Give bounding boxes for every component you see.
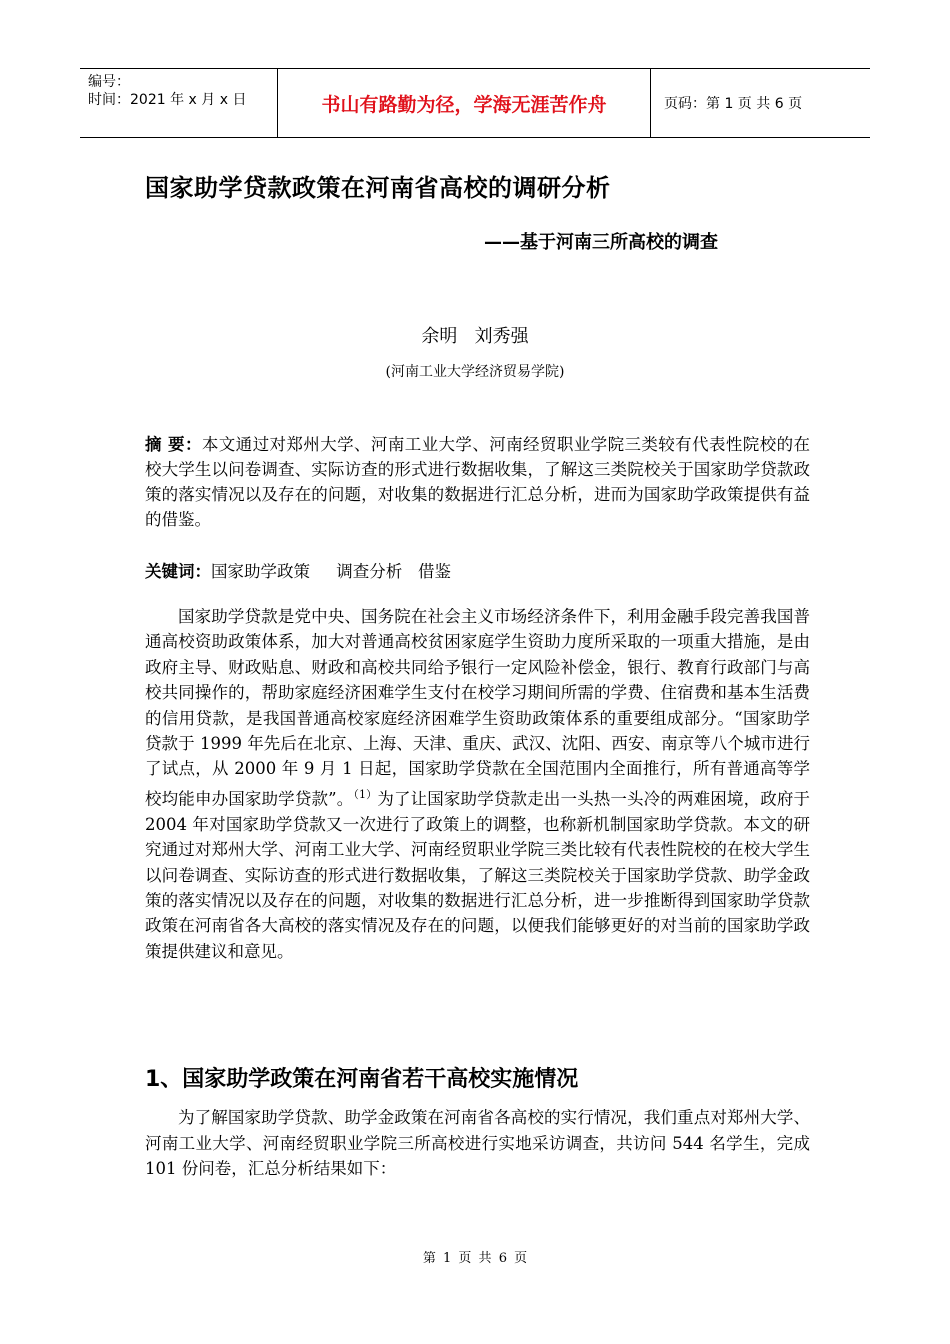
header-meta <box>80 69 278 137</box>
header-page-info: 页码：第 1 页 共 6 页 <box>664 96 803 112</box>
abstract-text: 本文通过对郑州大学、河南工业大学、河南经贸职业学院三类较有代表性院校的在校大学生以问卷调查、实际访查的形式进行数据收集，了解这三类院校关于国家助学贷款政策的落实情况以及存在的问题，对收集的数据进行汇总分析，进而为国家助学政策提供有益的借鉴。 <box>145 435 811 529</box>
intro-text-part1: 国家助学贷款是党中央、国务院在社会主义市场经济条件下，利用金融手段完善我国普通高校资助政策体系，加大对普通高校贫困家庭学生资助力度所采取的一项重大措施，是由政府主导、财政贴息、财政和高校共同给予银行一定风险补偿金，银行、教育行政部门与高校共同操作的，帮助家庭经济困难学生支付在校学习期间所需的学费、住宿费和基本生活费的信用贷款，是我国普通高校家庭经济困难学生资助政策体系的重要组成部分。“国家助学贷款于 1999 年先后在北京、上海、天津、重庆、武汉、沈阳、西安、南京等八个城市进行了试点，从 2000 年 9 月 1 日起，国家助学贷款在全国范围内全面推行，所有普通高等学校均能申办国家助学贷款”。 <box>145 607 810 809</box>
page-footer: 第 1 页 共 6 页 <box>422 1251 528 1266</box>
intro-text-part2: 为了让国家助学贷款走出一头热一头冷的两难困境，政府于 2004 年对国家助学贷款又一次进行了政策上的调整，也称新机制国家助学贷款。本文的研究通过对郑州大学、河南工业大学、河南经贸职业学院三类比较有代表性院校的在校大学生以问卷调查、实际访查的形式进行数据收集，了解这三类院校关于国家助学贷款、助学金政策的落实情况以及存在的问题，对收集的数据进行汇总分析，进一步推断得到国家助学贷款政策在河南省各大高校的落实情况及存在的问题，以便我们能够更好的对当前的国家助学政策提供建议和意见。 <box>145 789 811 961</box>
header-motto: 书山有路勤为径，学海无涯苦作舟 <box>278 69 651 137</box>
section-heading-1: 1、国家助学政策在河南省若干高校实施情况 <box>145 1067 579 1092</box>
header-date: 时间：2021 年 x 月 x 日 <box>88 92 247 108</box>
intro-paragraph <box>145 604 810 964</box>
affiliation: (河南工业大学经济贸易学院) <box>385 364 565 380</box>
header-number: 编号： <box>88 74 130 90</box>
abstract-label: 摘 要： <box>145 435 202 454</box>
abstract <box>145 432 810 532</box>
section1-paragraph: 为了解国家助学贷款、助学金政策在河南省各高校的实行情况，我们重点对郑州大学、河南工业大学、河南经贸职业学院三所高校进行实地采访调查，共访问 544 名学生，完成 101 份问卷，汇总分析结果如下： <box>145 1108 810 1178</box>
document-subtitle: ——基于河南三所高校的调查 <box>484 232 718 253</box>
authors: 余明 刘秀强 <box>421 326 529 347</box>
keywords-text: 国家助学政策 调查分析 借鉴 <box>211 562 451 581</box>
keywords <box>145 558 451 582</box>
document-title: 国家助学贷款政策在河南省高校的调研分析 <box>145 174 611 202</box>
footnote-ref: （1） <box>353 787 378 801</box>
keywords-label: 关键词： <box>145 562 211 581</box>
document-header <box>80 68 870 138</box>
